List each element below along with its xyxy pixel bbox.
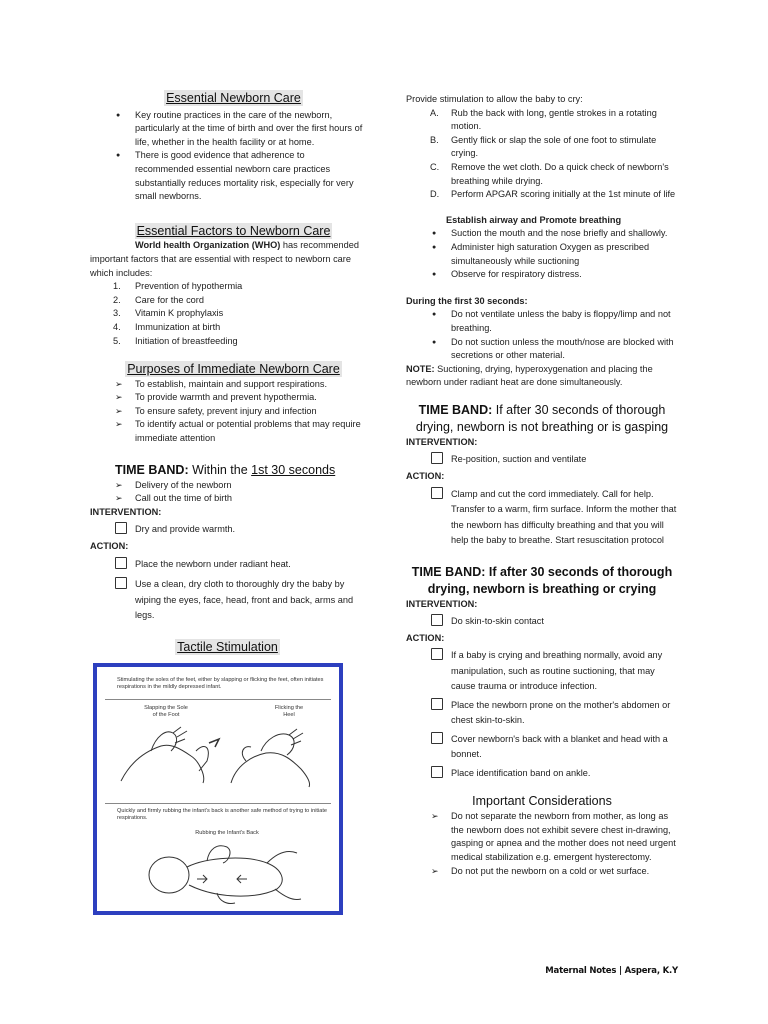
checkbox[interactable]: [431, 452, 443, 464]
action-label: ACTION:: [406, 470, 445, 481]
list-item: ● Suction the mouth and the nose briefly and shallowly.: [406, 227, 678, 241]
infant-back-illustration: [137, 839, 307, 909]
airway-list: [406, 227, 678, 281]
list-item: ➢ To identify actual or potential problems that may require immediate attention: [90, 418, 365, 445]
list-item: ➢ Call out the time of birth: [90, 492, 365, 506]
intervention-label: INTERVENTION:: [406, 436, 478, 447]
footer: Maternal Notes | Aspera, K.Y: [545, 966, 678, 976]
action-label: ACTION:: [406, 632, 445, 643]
checklist-item[interactable]: Do skin-to-skin contact: [406, 614, 678, 630]
intervention-label: INTERVENTION:: [90, 506, 162, 517]
list-item: ➢ Delivery of the newborn: [90, 479, 365, 493]
intervention-label: INTERVENTION:: [406, 598, 478, 609]
list-item: 4. Immunization at birth: [113, 321, 221, 332]
time-band-1-list: [90, 479, 365, 506]
right-column: [406, 90, 678, 878]
checkbox[interactable]: [115, 522, 127, 534]
time-band-2: TIME BAND: If after 30 seconds of thorough drying, newborn is not breathing or is gasping: [415, 402, 669, 434]
tactile-stimulation-figure: Stimulating the soles of the feet, either by slapping or flicking the feet, often initiates respirations in the mildly depressed infant. Slapping the Sole of the Foot Flicking the Heel Quickly and firmly rubbing the infant's back is another safe method of trying to initiate respirations. Rubbing the Infant's Back: [93, 663, 343, 915]
left-column: [90, 90, 365, 915]
checkbox[interactable]: [115, 577, 127, 589]
list-item: 1. Prevention of hypothermia: [113, 281, 243, 292]
checklist-item[interactable]: Place identification band on ankle.: [406, 766, 678, 782]
checkbox[interactable]: [431, 732, 443, 744]
list-item: ➢ Do not put the newborn on a cold or wet surface.: [406, 865, 678, 879]
list-item: D. Perform APGAR scoring initially at the 1st minute of life: [430, 189, 676, 200]
checklist-item[interactable]: Dry and provide warmth.: [90, 522, 365, 538]
airway-heading: Establish airway and Promote breathing: [446, 214, 622, 225]
checkbox[interactable]: [431, 487, 443, 499]
list-item: A. Rub the back with long, gentle strokes in a rotating motion.: [430, 107, 657, 132]
checkbox[interactable]: [115, 557, 127, 569]
list-item: ● Key routine practices in the care of the newborn, particularly at the time of birth and over the first hours of life, whether in the health facility or at home.: [90, 109, 365, 150]
list-item: ➢ To establish, maintain and support respirations.: [90, 378, 365, 392]
checkbox[interactable]: [431, 648, 443, 660]
list-item: B. Gently flick or slap the sole of one foot to stimulate crying.: [430, 134, 657, 159]
who-paragraph: World health Organization (WHO) has recommended important factors that are essential with respect to newborn care which includes:: [90, 240, 359, 278]
checkbox[interactable]: [431, 766, 443, 778]
considerations-list: [406, 810, 678, 878]
list-item: ➢ To provide warmth and prevent hypothermia.: [90, 391, 365, 405]
time-band-1: TIME BAND: Within the 1st 30 seconds: [115, 462, 336, 477]
note-paragraph: NOTE: Suctioning, drying, hyperoxygenation and placing the newborn under radiant heat are done simultaneously.: [406, 363, 653, 388]
checklist-item[interactable]: Clamp and cut the cord immediately. Call for help. Transfer to a warm, firm surface. Inform the mother that the newborn has difficulty breathing and that you will help the baby to breathe. Start resuscitation protocol: [406, 487, 678, 549]
heading-essential-newborn-care: Essential Newborn Care: [166, 91, 301, 105]
heading-important-considerations: Important Considerations: [472, 794, 612, 809]
purposes-list: [90, 378, 365, 446]
list-item: 3. Vitamin K prophylaxis: [113, 308, 224, 319]
list-item: ➢ To ensure safety, prevent injury and infection: [90, 405, 365, 419]
hands-feet-illustration: [111, 721, 331, 791]
first-30-list: [406, 308, 678, 362]
checklist-item[interactable]: Use a clean, dry cloth to thoroughly dry the baby by wiping the eyes, face, head, front and back, arms and legs.: [90, 577, 365, 624]
factors-list: [90, 280, 365, 348]
enc-bullet-list: [90, 109, 365, 204]
checkbox[interactable]: [431, 614, 443, 626]
heading-essential-factors: Essential Factors to Newborn Care: [136, 223, 331, 238]
checklist-item[interactable]: Place the newborn prone on the mother's abdomen or chest skin-to-skin.: [406, 698, 678, 729]
list-item: ● Do not ventilate unless the baby is floppy/limp and not breathing.: [406, 308, 678, 335]
list-item: 5. Initiation of breastfeeding: [113, 335, 238, 346]
checklist-item[interactable]: Re-position, suction and ventilate: [406, 452, 678, 468]
list-item: ● Do not suction unless the mouth/nose are blocked with secretions or other material.: [406, 336, 678, 363]
list-item: 2. Care for the cord: [113, 294, 204, 305]
stimulation-intro: Provide stimulation to allow the baby to cry:: [406, 94, 583, 104]
list-item: ➢ Do not separate the newborn from mother, as long as the newborn does not exhibit severe chest in-drawing, gasping or apnea and the mother does not need urgent medical stabilization e.g. emergent hysterectomy.: [406, 810, 678, 864]
first-30-heading: During the first 30 seconds:: [406, 295, 528, 306]
list-item: C. Remove the wet cloth. Do a quick check of newborn's breathing while drying.: [430, 161, 669, 186]
checklist-item[interactable]: Place the newborn under radiant heat.: [90, 557, 365, 573]
heading-tactile-stimulation: Tactile Stimulation: [177, 639, 278, 654]
time-band-3: TIME BAND: If after 30 seconds of thorough drying, newborn is breathing or crying: [411, 564, 673, 596]
list-item: ● Administer high saturation Oxygen as prescribed simultaneously while suctioning: [406, 241, 678, 268]
stimulation-list: [406, 107, 678, 202]
action-label: ACTION:: [90, 540, 129, 551]
who-bold: World health Organization (WHO): [135, 240, 281, 251]
checklist-item[interactable]: Cover newborn's back with a blanket and head with a bonnet.: [406, 732, 678, 763]
checklist-item[interactable]: If a baby is crying and breathing normally, avoid any manipulation, such as routine suctioning, that may cause trauma or introduce infection.: [406, 648, 678, 695]
list-item: ● There is good evidence that adherence to recommended essential newborn care practices substantially reduces mortality risk, especially for very small newborns.: [90, 149, 365, 203]
checkbox[interactable]: [431, 698, 443, 710]
heading-purposes: Purposes of Immediate Newborn Care: [127, 362, 340, 377]
list-item: ● Observe for respiratory distress.: [406, 268, 678, 282]
